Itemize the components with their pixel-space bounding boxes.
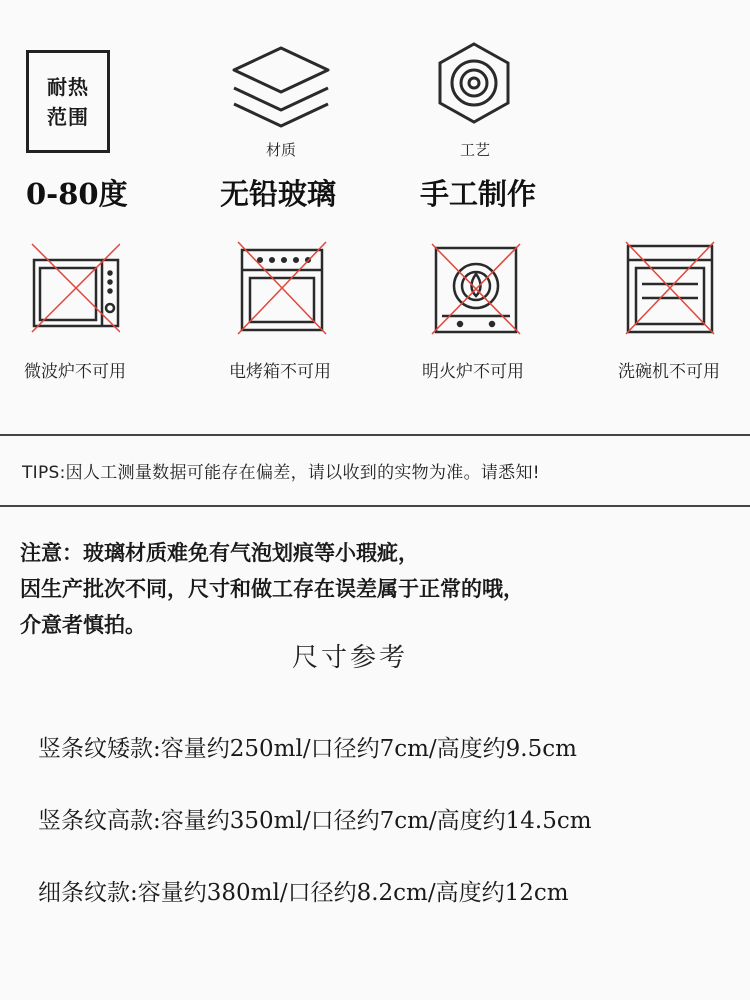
layers-icon bbox=[228, 42, 334, 130]
notice-line-1: 注意：玻璃材质难免有气泡划痕等小瑕疵， bbox=[20, 541, 419, 565]
forbidden-label-microwave: 微波炉不可用 bbox=[24, 362, 126, 382]
hexagon-target-icon bbox=[436, 40, 512, 128]
heat-range-badge bbox=[26, 50, 110, 153]
material-value: 无铅玻璃 bbox=[220, 177, 337, 211]
heat-label-line1: 耐热 bbox=[47, 74, 89, 99]
forbidden-label-stove: 明火炉不可用 bbox=[422, 362, 524, 382]
forbidden-label-dishwasher: 洗碗机不可用 bbox=[618, 362, 720, 382]
dishwasher-icon bbox=[624, 240, 716, 336]
size-spec-fine-stripe: 细条纹款:容量约380ml/口径约8.2cm/高度约12cm bbox=[38, 880, 569, 906]
tips-text: TIPS:因人工测量数据可能存在偏差，请以收到的实物为准。请悉知! bbox=[22, 463, 540, 483]
notice-line-3: 介意者慎拍。 bbox=[20, 613, 146, 637]
size-spec-tall-vertical: 竖条纹高款:容量约350ml/口径约7cm/高度约14.5cm bbox=[38, 808, 592, 834]
gas-stove-icon bbox=[430, 240, 522, 336]
size-spec-short-vertical: 竖条纹矮款:容量约250ml/口径约7cm/高度约9.5cm bbox=[38, 736, 577, 762]
tips-bottom-divider bbox=[0, 505, 750, 507]
microwave-icon bbox=[28, 240, 120, 336]
craft-label: 工艺 bbox=[459, 141, 490, 159]
size-reference-title: 尺寸参考 bbox=[291, 643, 408, 673]
notice-line-2: 因生产批次不同，尺寸和做工存在误差属于正常的哦， bbox=[20, 577, 524, 601]
notice-block bbox=[20, 535, 740, 643]
oven-icon bbox=[236, 240, 328, 336]
heat-label-line2: 范围 bbox=[47, 104, 89, 129]
heat-range-value: 0-80度 bbox=[26, 177, 128, 211]
tips-top-divider bbox=[0, 434, 750, 436]
material-label: 材质 bbox=[265, 141, 296, 159]
forbidden-label-oven: 电烤箱不可用 bbox=[229, 362, 331, 382]
craft-value: 手工制作 bbox=[420, 177, 537, 211]
